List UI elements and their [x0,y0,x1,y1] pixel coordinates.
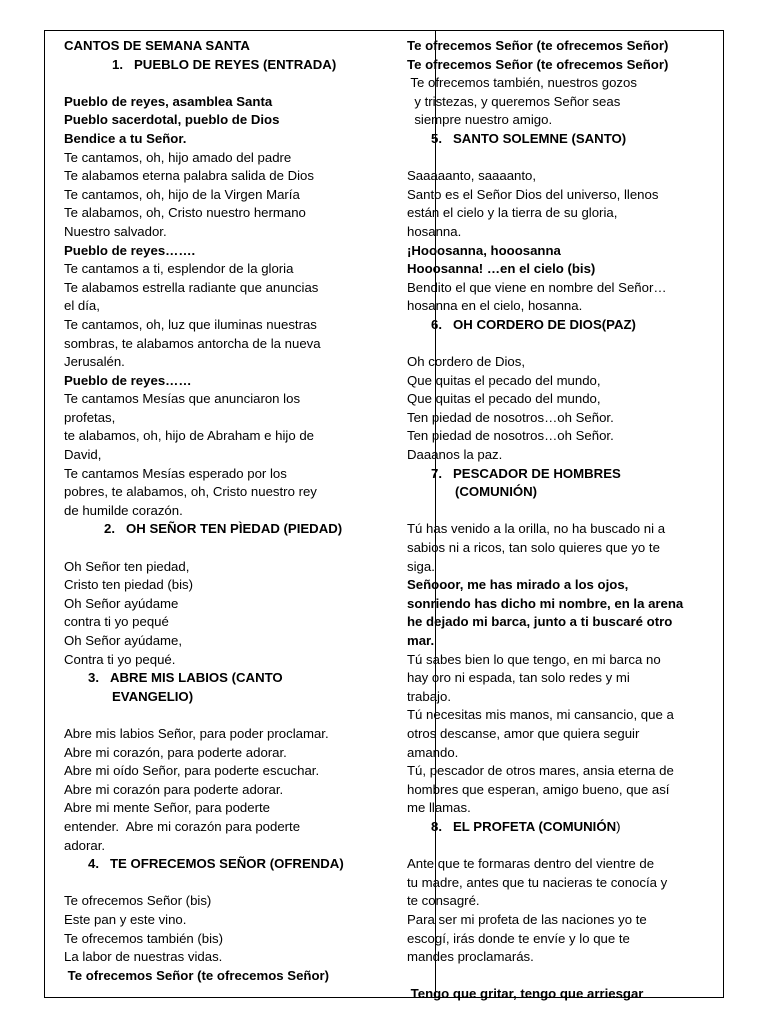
text-line: Abre mi mente Señor, para poderte [64,800,270,816]
section-lines-4-cont [407,37,707,130]
text-line: Tú necesitas mis manos, mi cansancio, que a [407,707,674,723]
text-line: Tú sabes bien lo que tengo, en mi barca no [407,651,661,667]
text-line: Hooosanna! …en el cielo (bis) [407,261,596,277]
section-heading-5: 5. SANTO SOLEMNE (SANTO) [431,130,627,146]
text-line: Ten piedad de nosotros…oh Señor. [407,428,614,444]
text-line: están el cielo y la tierra de su gloria, [407,205,618,221]
text-line: hosanna. [407,223,462,239]
text-line: profetas, [64,409,116,425]
right-column [407,37,707,1004]
section-lines-1 [64,93,416,521]
text-line: siga. [407,558,435,574]
text-line: Pueblo de reyes…… [64,372,192,388]
text-line: Que quitas el pecado del mundo, [407,391,601,407]
section-heading-3-cont: EVANGELIO) [112,688,194,704]
text-line: sonriendo has dicho mi nombre, en la arena [407,595,684,611]
section-lines-5 [407,167,707,316]
text-line: Abre mi corazón, para poderte adorar. [64,744,287,760]
section-heading-2: 2. OH SEÑOR TEN PÌEDAD (PIEDAD) [104,521,343,537]
text-line: Te cantamos Mesías que anunciaron los [64,391,301,407]
text-line: Daaanos la paz. [407,447,503,463]
section-heading-7: 7. PESCADOR DE HOMBRES [431,465,621,481]
text-line: Cristo ten piedad (bis) [64,577,194,593]
section-heading-8: 8. EL PROFETA (COMUNIÓN) [431,818,621,834]
text-line: Oh cordero de Dios, [407,354,526,370]
text-line: Te cantamos, oh, hijo amado del padre [64,149,292,165]
left-column [64,37,416,985]
text-line: Ten piedad de nosotros…oh Señor. [407,409,614,425]
text-line: te alabamos, oh, hijo de Abraham e hijo de [64,428,314,444]
text-line: Pueblo sacerdotal, pueblo de Dios [64,112,280,128]
text-line: he dejado mi barca, junto a ti buscaré otro [407,614,673,630]
text-line: Señooor, me has mirado a los ojos, [407,577,629,593]
section-lines-4 [64,892,416,985]
text-line: Oh Señor ayúdame [64,595,179,611]
text-line: trabajo. [407,688,451,704]
section-heading-3: 3. ABRE MIS LABIOS (CANTO [88,670,283,686]
text-line: Jerusalén. [64,354,125,370]
text-line: David, [64,447,102,463]
text-line: Nuestro salvador. [64,223,167,239]
text-line: Oh Señor ayúdame, [64,633,183,648]
text-line: hosanna en el cielo, hosanna. [407,298,583,314]
text-line: sabios ni a ricos, tan solo quieres que yo te [407,540,660,556]
section-heading-4: 4. TE OFRECEMOS SEÑOR (OFRENDA) [88,856,344,872]
text-line: Ante que te formaras dentro del vientre de [407,856,655,872]
text-line: Tú, pescador de otros mares, ansia eterna de [407,763,674,779]
text-line: La labor de nuestras vidas. [64,949,223,965]
text-line: escogí, irás donde te envíe y lo que te [407,930,630,946]
text-line: Pueblo de reyes……. [64,242,196,258]
section-heading-1: 1. PUEBLO DE REYES (ENTRADA) [112,56,337,72]
text-line: Abre mi corazón para poderte adorar. [64,781,284,797]
text-line: Te ofrecemos Señor (bis) [64,893,212,909]
text-line: Te cantamos, oh, hijo de la Virgen María [64,186,300,202]
text-line: Contra ti yo pequé. [64,651,176,667]
text-line: ¡Hooosanna, hooosanna [407,242,561,258]
text-line: Te ofrecemos Señor (te ofrecemos Señor) [64,967,330,983]
text-line: Te alabamos eterna palabra salida de Dios [64,168,314,184]
text-line: te consagré. [407,893,480,909]
section-lines-8 [407,855,707,967]
text-line: mandes proclamarás. [407,949,534,965]
text-line: adorar. [64,837,106,853]
text-line: Para ser mi profeta de las naciones yo te [407,911,647,927]
text-line: otros descanse, amor que quiera seguir [407,725,640,741]
text-line: pobres, te alabamos, oh, Cristo nuestro rey [64,484,317,500]
text-line: Que quitas el pecado del mundo, [407,372,601,388]
text-line: Oh Señor ten piedad, [64,558,190,574]
text-line: hay oro ni espada, tan solo redes y mi [407,670,630,686]
section-heading-6: 6. OH CORDERO DE DIOS(PAZ) [431,316,636,332]
text-line: Abre mis labios Señor, para poder proclamar. [64,725,329,741]
text-line: Bendice a tu Señor. [64,130,187,146]
text-line: entender. Abre mi corazón para poderte [64,818,301,834]
text-line: Te ofrecemos Señor (te ofrecemos Señor) [407,38,669,53]
text-line: Te ofrecemos también, nuestros gozos [407,75,637,91]
closing-line: Tengo que gritar, tengo que arriesgar [407,986,644,1002]
text-line: Bendito el que viene en nombre del Señor… [407,279,667,295]
text-line: de humilde corazón. [64,502,183,518]
text-line: hombres que esperan, amigo bueno, que así [407,781,670,797]
text-line: Abre mi oído Señor, para poderte escuchar. [64,763,320,779]
section-lines-3 [64,725,416,855]
text-line: el día, [64,298,100,314]
text-line: Este pan y este vino. [64,911,187,927]
text-line: me llamas. [407,800,471,816]
text-line: y tristezas, y queremos Señor seas [407,93,621,109]
text-line: Te ofrecemos Señor (te ofrecemos Señor) [407,56,669,72]
text-line: Te cantamos, oh, luz que iluminas nuestras [64,316,317,332]
text-line: siempre nuestro amigo. [407,112,553,128]
section-lines-2 [64,558,416,670]
text-line: Te cantamos a ti, esplendor de la gloria [64,261,294,277]
text-line: Te cantamos Mesías esperado por los [64,465,287,481]
document-page [44,30,724,1002]
text-line: Saaaaanto, saaaanto, [407,168,537,184]
section-lines-6 [407,353,707,465]
text-line: Pueblo de reyes, asamblea Santa [64,93,273,109]
text-line: sombras, te alabamos antorcha de la nueva [64,335,321,351]
text-line: Tú has venido a la orilla, no ha buscado ni a [407,521,666,537]
text-line: tu madre, antes que tu nacieras te conocía y [407,874,668,890]
document-title: CANTOS DE SEMANA SANTA [64,38,250,53]
text-line: Te ofrecemos también (bis) [64,930,224,946]
text-line: Te alabamos estrella radiante que anuncias [64,279,319,295]
section-heading-7-cont: (COMUNIÓN) [455,484,538,500]
text-line: amando. [407,744,459,760]
text-line: Te alabamos, oh, Cristo nuestro hermano [64,205,306,221]
text-line: contra ti yo pequé [64,614,169,630]
text-line: Santo es el Señor Dios del universo, llenos [407,186,659,202]
text-line: mar. [407,633,435,648]
section-lines-7 [407,520,707,818]
